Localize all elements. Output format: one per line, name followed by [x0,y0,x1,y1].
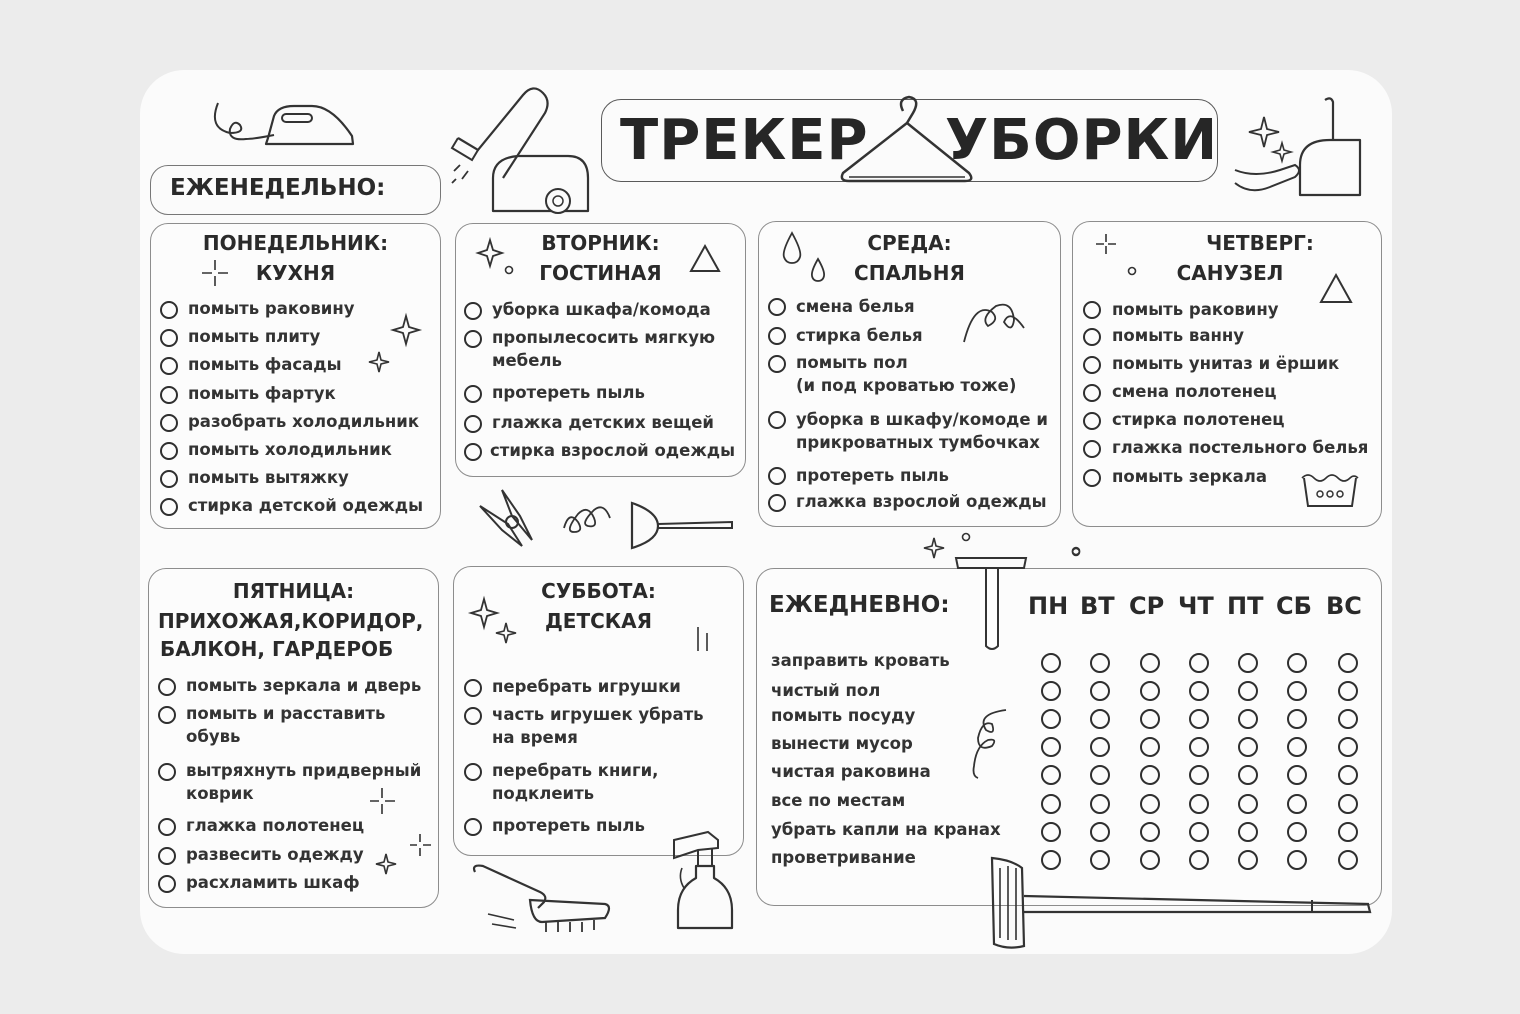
daily-checkbox-r2-ПН[interactable] [1041,681,1061,701]
daily-checkbox-r2-ВС[interactable] [1338,681,1358,701]
saturday-room: ДЕТСКАЯ [544,609,653,633]
saturday-task-4: протереть пыль [492,816,645,835]
monday-task-7: помыть вытяжку [188,468,349,487]
tuesday-task-4: глажка детских вещей [492,413,714,432]
daily-checkbox-r4-ПН[interactable] [1041,737,1061,757]
dash-marks-icon [695,625,711,653]
plunger-icon [562,498,737,553]
daily-task-5: чистая раковина [771,762,931,781]
sparkles-icon [392,314,422,384]
daily-day-sat: СБ [1276,592,1312,620]
tuesday-checkbox-4[interactable] [464,415,482,433]
saturday-task-3-cont: подклеить [492,784,595,803]
saturday-checkbox-1[interactable] [464,679,482,697]
saturday-task-2-cont: на время [492,728,578,747]
daily-checkbox-r4-СБ[interactable] [1287,737,1307,757]
hanger-icon [835,95,980,190]
monday-checkbox-4[interactable] [160,386,178,404]
saturday-day: СУББОТА: [541,579,656,603]
tuesday-day: ВТОРНИК: [541,231,660,255]
sparkle-icon [200,258,230,288]
daily-checkbox-r4-ПТ[interactable] [1238,737,1258,757]
title-right: УБОРКИ [945,108,1219,173]
friday-room-line2: БАЛКОН, ГАРДЕРОБ [160,637,394,661]
wednesday-checkbox-4[interactable] [768,411,786,429]
daily-checkbox-r1-ПН[interactable] [1041,653,1061,673]
thursday-checkbox-7[interactable] [1083,469,1101,487]
tuesday-task-2-cont: мебель [492,351,562,370]
friday-room-line1: ПРИХОЖАЯ,КОРИДОР, [158,609,424,633]
daily-checkbox-r3-ВТ[interactable] [1090,709,1110,729]
daily-day-sun: ВС [1326,592,1362,620]
saturday-checkbox-2[interactable] [464,707,482,725]
daily-task-6: все по местам [771,791,906,810]
daily-day-fri: ПТ [1227,592,1264,620]
daily-checkbox-r7-ВС[interactable] [1338,822,1358,842]
sparkles-icon [470,597,520,649]
daily-checkbox-r1-ВС[interactable] [1338,653,1358,673]
tuesday-checkbox-3[interactable] [464,385,482,403]
wednesday-task-6: глажка взрослой одежды [796,492,1047,511]
thursday-task-5: стирка полотенец [1112,410,1285,429]
thursday-room: САНУЗЕЛ [1176,261,1284,285]
friday-task-3-cont: коврик [186,784,254,803]
daily-checkbox-r1-СР[interactable] [1140,653,1160,673]
thursday-task-6: глажка постельного белья [1112,438,1369,457]
monday-checkbox-1[interactable] [160,301,178,319]
daily-checkbox-r3-ЧТ[interactable] [1189,709,1209,729]
daily-checkbox-r7-СБ[interactable] [1287,822,1307,842]
daily-checkbox-r5-СР[interactable] [1140,765,1160,785]
saturday-task-2: часть игрушек убрать [492,705,704,724]
tuesday-task-1: уборка шкафа/комода [492,300,711,319]
daily-checkbox-r7-ЧТ[interactable] [1189,822,1209,842]
daily-title: ЕЖЕДНЕВНО: [769,592,950,618]
tuesday-checkbox-2[interactable] [464,330,482,348]
thursday-task-1: помыть раковину [1112,300,1279,319]
daily-checkbox-r5-ПН[interactable] [1041,765,1061,785]
sparkles-icon [366,786,436,881]
thursday-task-4: смена полотенец [1112,382,1277,401]
thursday-checkbox-1[interactable] [1083,301,1101,319]
tuesday-task-3: протереть пыль [492,383,645,402]
saturday-task-3: перебрать книги, [492,761,659,780]
thursday-checkbox-2[interactable] [1083,328,1101,346]
wednesday-checkbox-6[interactable] [768,494,786,512]
daily-checkbox-r7-ПН[interactable] [1041,822,1061,842]
daily-day-wed: СР [1129,592,1165,620]
brush-icon [470,862,615,937]
circle-dot-icon [1070,545,1082,557]
daily-day-thu: ЧТ [1178,592,1214,620]
daily-checkbox-r1-ЧТ[interactable] [1189,653,1209,673]
daily-checkbox-r5-ВС[interactable] [1338,765,1358,785]
daily-day-tue: ВТ [1080,592,1115,620]
daily-checkbox-r1-ВТ[interactable] [1090,653,1110,673]
friday-task-2-cont: обувь [186,727,241,746]
daily-checkbox-r5-ПТ[interactable] [1238,765,1258,785]
friday-task-3: вытряхнуть придверный [186,761,422,780]
monday-task-5: разобрать холодильник [188,412,420,431]
friday-checkbox-6[interactable] [158,875,176,893]
vacuum-icon [448,83,593,218]
monday-day: ПОНЕДЕЛЬНИК: [202,231,389,255]
wednesday-task-1: смена белья [796,297,915,316]
daily-checkbox-r6-СБ[interactable] [1287,794,1307,814]
daily-checkbox-r4-СР[interactable] [1140,737,1160,757]
friday-task-6: расхламить шкаф [186,873,360,892]
daily-checkbox-r1-ПТ[interactable] [1238,653,1258,673]
daily-checkbox-r6-ПТ[interactable] [1238,794,1258,814]
wednesday-checkbox-1[interactable] [768,298,786,316]
wednesday-task-4: уборка в шкафу/комоде и [796,410,1048,429]
water-drops-icon [780,231,830,286]
daily-task-4: вынести мусор [771,734,913,753]
daily-checkbox-r7-СР[interactable] [1140,822,1160,842]
wednesday-task-3-cont: (и под кроватью тоже) [796,376,1017,395]
saturday-checkbox-3[interactable] [464,763,482,781]
daily-checkbox-r5-ЧТ[interactable] [1189,765,1209,785]
friday-checkbox-1[interactable] [158,678,176,696]
thursday-checkbox-5[interactable] [1083,412,1101,430]
daily-checkbox-r5-СБ[interactable] [1287,765,1307,785]
wednesday-checkbox-2[interactable] [768,327,786,345]
saturday-checkbox-4[interactable] [464,818,482,836]
friday-checkbox-3[interactable] [158,763,176,781]
clothespin-icon [472,486,542,551]
daily-checkbox-r7-ВТ[interactable] [1090,822,1110,842]
iron-icon [208,98,358,153]
daily-checkbox-r3-ПТ[interactable] [1238,709,1258,729]
daily-checkbox-r2-ПТ[interactable] [1238,681,1258,701]
daily-checkbox-r6-ПН[interactable] [1041,794,1061,814]
monday-task-2: помыть плиту [188,327,321,346]
spray-bottle-icon [668,830,738,935]
tuesday-checkbox-1[interactable] [464,302,482,320]
daily-task-8: проветривание [771,848,916,867]
daily-checkbox-r4-ВС[interactable] [1338,737,1358,757]
thursday-checkbox-3[interactable] [1083,356,1101,374]
friday-checkbox-2[interactable] [158,706,176,724]
monday-task-4: помыть фартук [188,384,336,403]
daily-checkbox-r7-ПТ[interactable] [1238,822,1258,842]
friday-task-1: помыть зеркала и дверь [186,676,422,695]
tuesday-task-2: пропылесосить мягкую [492,328,716,347]
thursday-task-3: помыть унитаз и ёршик [1112,354,1340,373]
monday-room: КУХНЯ [255,261,336,285]
daily-checkbox-r4-ЧТ[interactable] [1189,737,1209,757]
broom-icon [988,852,1378,952]
daily-checkbox-r6-ЧТ[interactable] [1189,794,1209,814]
daily-checkbox-r2-СБ[interactable] [1287,681,1307,701]
monday-checkbox-6[interactable] [160,442,178,460]
wednesday-checkbox-3[interactable] [768,355,786,373]
wednesday-task-2: стирка белья [796,326,923,345]
daily-checkbox-r2-ЧТ[interactable] [1189,681,1209,701]
monday-checkbox-5[interactable] [160,414,178,432]
monday-checkbox-3[interactable] [160,357,178,375]
daily-checkbox-r2-ВТ[interactable] [1090,681,1110,701]
monday-checkbox-8[interactable] [160,498,178,516]
title-left: ТРЕКЕР [620,108,869,173]
daily-checkbox-r4-ВТ[interactable] [1090,737,1110,757]
monday-task-8: стирка детской одежды [188,496,424,515]
thursday-task-2: помыть ванну [1112,326,1245,345]
friday-day: ПЯТНИЦА: [232,579,355,603]
squiggle-icon [966,708,1016,783]
sparkle-icon [478,238,518,278]
daily-task-3: помыть посуду [771,706,916,725]
thursday-checkbox-6[interactable] [1083,440,1101,458]
daily-task-1: заправить кровать [771,651,950,670]
friday-task-4: глажка полотенец [186,816,365,835]
tuesday-checkbox-5[interactable] [464,443,482,461]
daily-checkbox-r6-СР[interactable] [1140,794,1160,814]
daily-checkbox-r3-ПН[interactable] [1041,709,1061,729]
daily-checkbox-r6-ВТ[interactable] [1090,794,1110,814]
weekly-label: ЕЖЕНЕДЕЛЬНО: [170,175,386,201]
daily-checkbox-r3-СБ[interactable] [1287,709,1307,729]
monday-task-1: помыть раковину [188,299,355,318]
daily-task-7: убрать капли на кранах [771,820,1001,839]
wednesday-checkbox-5[interactable] [768,467,786,485]
daily-checkbox-r5-ВТ[interactable] [1090,765,1110,785]
wednesday-day: СРЕДА: [867,231,952,255]
dustpan-hand-icon [1230,95,1370,205]
triangle-icon [688,243,722,273]
friday-task-5: развесить одежду [186,845,364,864]
daily-checkbox-r2-СР[interactable] [1140,681,1160,701]
tuesday-room: ГОСТИНАЯ [539,261,662,285]
monday-task-6: помыть холодильник [188,440,392,459]
sparkle-icon [1094,232,1144,278]
squiggle-icon [962,302,1032,344]
thursday-day: ЧЕТВЕРГ: [1206,231,1314,255]
squeegee-icon [920,528,1050,653]
daily-checkbox-r3-СР[interactable] [1140,709,1160,729]
daily-checkbox-r6-ВС[interactable] [1338,794,1358,814]
daily-day-mon: ПН [1028,592,1069,620]
tuesday-task-5: стирка взрослой одежды [490,441,735,460]
thursday-checkbox-4[interactable] [1083,384,1101,402]
daily-task-2: чистый пол [771,681,881,700]
wednesday-task-5: протереть пыль [796,466,949,485]
daily-checkbox-r3-ВС[interactable] [1338,709,1358,729]
wednesday-task-4-cont: прикроватных тумбочках [796,433,1040,452]
saturday-task-1: перебрать игрушки [492,677,681,696]
friday-checkbox-5[interactable] [158,847,176,865]
monday-task-3: помыть фасады [188,355,342,374]
monday-checkbox-7[interactable] [160,470,178,488]
friday-task-2: помыть и расставить [186,704,386,723]
basin-icon [1300,470,1360,510]
wednesday-task-3: помыть пол [796,353,908,372]
wednesday-room: СПАЛЬНЯ [854,261,965,285]
daily-checkbox-r1-СБ[interactable] [1287,653,1307,673]
friday-checkbox-4[interactable] [158,818,176,836]
monday-checkbox-2[interactable] [160,329,178,347]
triangle-icon [1318,272,1354,304]
thursday-task-7: помыть зеркала [1112,467,1268,486]
